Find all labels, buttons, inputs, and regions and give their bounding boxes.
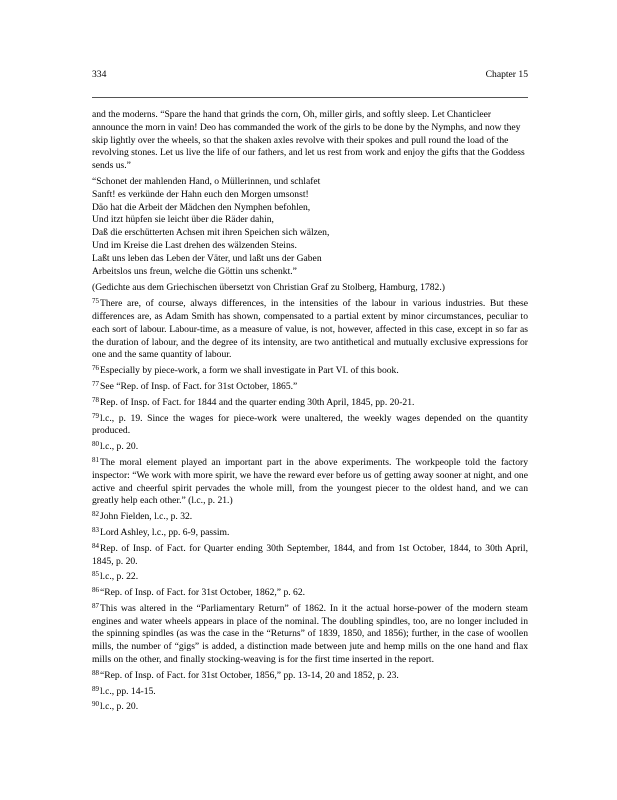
footnote	[92, 298, 528, 362]
verse-line: Sanft! es verkünde der Hahn euch den Morgen umsonst!	[92, 188, 309, 200]
verse-line: Und itzt hüpfen sie leicht über die Räder dahin,	[92, 214, 274, 226]
verse-line: Und im Kreise die Last drehen des wälzenden Steins.	[92, 239, 297, 251]
footnote-number: 77	[92, 379, 99, 388]
intro-quote: and the moderns. “Spare the hand that grinds the corn, Oh, miller girls, and softly sleep. Let Chanticleer announce the morn in vain! Deo has commanded the work of the girls to be done by the Nymphs, and now they skip lightly over the wheels, so that the shaken axles revolve with their spokes and pull round the load of the revolving stones. Let us live the life of our fathers, and let us rest from work and enjoy the gifts that the Goddess sends us.”	[92, 109, 525, 172]
footnote-text: John Fielden, l.c., p. 32.	[100, 511, 193, 523]
footnote-number: 81	[92, 455, 99, 464]
footnote-text: l.c., p. 20.	[100, 441, 139, 453]
footnote	[92, 571, 528, 584]
footnote-text: l.c., p. 19. Since the wages for piece-work were unaltered, the weekly wages depended on the quantity produced.	[92, 412, 528, 437]
footnote-text: “Rep. of Insp. of Fact. for 31st October, 1862,” p. 62.	[100, 587, 306, 599]
footnote	[92, 511, 528, 524]
footnote-number: 87	[92, 601, 99, 610]
footnote	[92, 397, 528, 410]
footnote-text: l.c., pp. 14-15.	[100, 685, 156, 697]
footnote	[92, 686, 528, 699]
footnote-text: Lord Ashley, l.c., pp. 6-9, passim.	[100, 526, 230, 538]
footnote-number: 83	[92, 525, 99, 534]
running-header	[92, 69, 528, 80]
footnote-number: 89	[92, 684, 99, 693]
chapter-title: Chapter 15	[485, 69, 528, 80]
footnote-text: “Rep. of Insp. of Fact. for 31st October, 1856,” pp. 13-14, 20 and 1852, p. 23.	[100, 669, 399, 681]
footnote	[92, 670, 528, 683]
footnote-number: 90	[92, 700, 99, 709]
footnote	[92, 587, 528, 600]
footnote-number: 82	[92, 510, 99, 519]
footnote-text: l.c., p. 22.	[100, 571, 139, 583]
footnote-number: 76	[92, 364, 99, 373]
footnote-text: The moral element played an important part in the above experiments. The workpeople told the factory inspector: “We work with more spirit, we have the reward ever before us of getting away sooner at night, and one active and cheerful spirit pervades the whole mill, from the youngest piecer to the oldest hand, and we can greatly help each other.” (l.c., p. 21.)	[92, 456, 528, 507]
footnote-text: This was altered in the “Parliamentary Return” of 1862. In it the actual horse-power of the modern steam engines and water wheels appears in place of the nominal. The doubling spindles, too, are no longer included in the spinning spindles (as was the case in the “Returns” of 1839, 1850, and 1856); further, in the case of woollen mills, the number of “gigs” is added, a distinction made between jute and hemp mills on the one hand and flax mills on the other, and finally stocking-weaving is for the first time inserted in the report.	[92, 602, 528, 666]
footnote-text: Rep. of Insp. of Fact. for 1844 and the quarter ending 30th April, 1845, pp. 20-21.	[100, 396, 415, 408]
footnote	[92, 413, 528, 439]
footnote-number: 88	[92, 668, 99, 677]
verse-line: Laßt uns leben das Leben der Väter, und laßt uns der Gaben	[92, 252, 322, 264]
footnote-number: 85	[92, 570, 99, 579]
footnote	[92, 457, 528, 508]
footnote-text: There are, of course, always differences, in the intensities of the labour in various industries. But these differences are, as Adam Smith has shown, compensated to a partial extent by minor circumstances, peculiar to each sort of labour. Labour-time, as a measure of value, is not, however, affected in this case, except in so far as the duration of labour, and the degree of its intensity, are two antithetical and mutually exclusive expressions for one and the same quantity of labour.	[92, 298, 528, 361]
verse-line: Däo hat die Arbeit der Mädchen den Nymphen befohlen,	[92, 201, 311, 213]
page-number: 334	[92, 69, 107, 80]
verse-line: Daß die erschütterten Achsen mit ihren Speichen sich wälzen,	[92, 227, 330, 239]
footnote-number: 80	[92, 440, 99, 449]
german-verse	[92, 176, 528, 278]
footnote-number: 75	[92, 297, 99, 306]
footnote	[92, 381, 528, 394]
footnote	[92, 527, 528, 540]
footnote	[92, 365, 528, 378]
footnote-text: l.c., p. 20.	[100, 701, 139, 713]
footnote-number: 84	[92, 541, 99, 550]
page-body	[92, 109, 528, 714]
footnote	[92, 603, 528, 667]
footnote-text: See “Rep. of Insp. of Fact. for 31st October, 1865.”	[100, 380, 298, 392]
footnote-number: 79	[92, 411, 99, 420]
footnote-text: Especially by piece-work, a form we shall investigate in Part VI. of this book.	[100, 365, 399, 377]
verse-line: Arbeitslos uns freun, welche die Göttin uns schenkt.”	[92, 265, 297, 277]
footnote-number: 86	[92, 586, 99, 595]
footnote	[92, 701, 528, 714]
footnote-text: Rep. of Insp. of Fact. for Quarter ending 30th September, 1844, and from 1st October, 1844, to 30th April, 1845, p. 20.	[92, 542, 528, 567]
header-rule	[92, 97, 528, 98]
footnote	[92, 441, 528, 454]
footnote-number: 78	[92, 395, 99, 404]
verse-line: “Schonet der mahlenden Hand, o Müllerinnen, und schlafet	[92, 175, 321, 187]
verse-source: (Gedichte aus dem Griechischen übersetzt von Christian Graf zu Stolberg, Hamburg, 1782.)	[92, 282, 445, 294]
footnote	[92, 543, 528, 569]
